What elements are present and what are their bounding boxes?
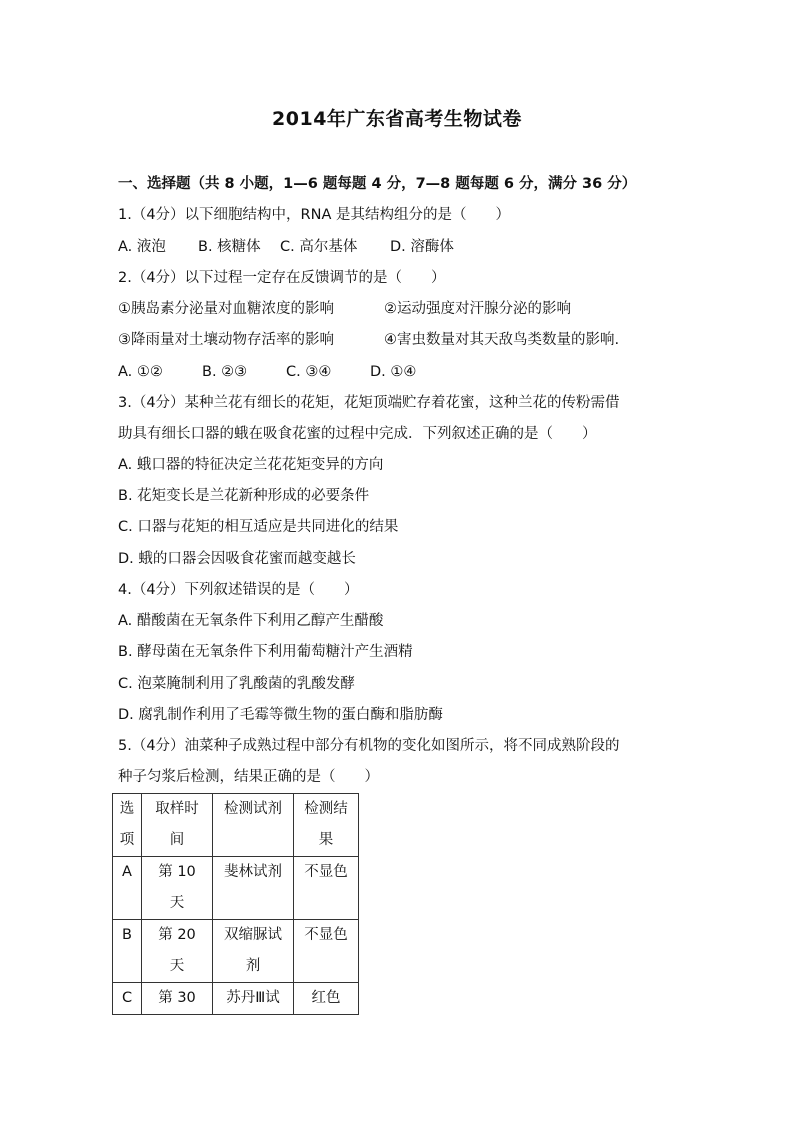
table-cell-option: A <box>113 857 142 920</box>
table-header-row <box>113 794 359 857</box>
table-row <box>113 920 359 983</box>
section-heading: 一、选择题（共 8 小题，1—6 题每题 4 分，7—8 题每题 6 分，满分 36 分） <box>118 176 637 192</box>
q2-item-4: ④害虫数量对其天敌鸟类数量的影响. <box>384 332 620 348</box>
table-cell-time: 第 20 天 <box>142 920 213 983</box>
q2-item-3: ③降雨量对土壤动物存活率的影响 <box>118 332 334 348</box>
table-header-cell: 取样时 间 <box>142 794 213 857</box>
q4-option-c[interactable]: C. 泡菜腌制利用了乳酸菌的乳酸发酵 <box>118 676 355 692</box>
q5-result-table <box>112 793 359 1015</box>
table-cell-reagent: 双缩脲试 剂 <box>213 920 294 983</box>
q1-option-c[interactable]: C. 高尔基体 <box>280 239 358 255</box>
table-header-cell: 检测试剂 <box>213 794 294 857</box>
q3-stem-line1: 3.（4分）某种兰花有细长的花矩，花矩顶端贮存着花蜜，这种兰花的传粉需借 <box>118 395 620 411</box>
q2-option-b[interactable]: B. ②③ <box>202 364 248 380</box>
q2-option-c[interactable]: C. ③④ <box>286 364 332 380</box>
table-cell-reagent: 斐林试剂 <box>213 857 294 920</box>
q3-option-d[interactable]: D. 蛾的口器会因吸食花蜜而越变越长 <box>118 551 356 567</box>
q2-option-d[interactable]: D. ①④ <box>370 364 417 380</box>
q3-option-a[interactable]: A. 蛾口器的特征决定兰花花矩变异的方向 <box>118 457 384 473</box>
q1-stem: 1.（4分）以下细胞结构中，RNA 是其结构组分的是（ ） <box>118 207 511 223</box>
table-cell-reagent: 苏丹Ⅲ试 <box>213 983 294 1015</box>
table-cell-result: 不显色 <box>294 857 359 920</box>
q2-items-row1 <box>118 299 571 319</box>
q2-stem: 2.（4分）以下过程一定存在反馈调节的是（ ） <box>118 270 446 286</box>
q1-option-b[interactable]: B. 核糖体 <box>198 239 261 255</box>
table-cell-option: B <box>113 920 142 983</box>
table-header-cell: 检测结 果 <box>294 794 359 857</box>
q2-item-2: ②运动强度对汗腺分泌的影响 <box>384 301 571 317</box>
table-cell-result: 不显色 <box>294 920 359 983</box>
q5-stem-line2: 种子匀浆后检测，结果正确的是（ ） <box>118 769 379 785</box>
q2-option-a[interactable]: A. ①② <box>118 364 163 380</box>
q3-option-c[interactable]: C. 口器与花矩的相互适应是共同进化的结果 <box>118 519 399 535</box>
q2-options <box>118 362 416 382</box>
q4-option-b[interactable]: B. 酵母菌在无氧条件下利用葡萄糖汁产生酒精 <box>118 644 413 660</box>
page-title: 2014年广东省高考生物试卷 <box>272 108 522 130</box>
q5-stem-line1: 5.（4分）油菜种子成熟过程中部分有机物的变化如图所示，将不同成熟阶段的 <box>118 738 620 754</box>
table-cell-time: 第 30 <box>142 983 213 1015</box>
q1-option-a[interactable]: A. 液泡 <box>118 239 166 255</box>
q4-option-a[interactable]: A. 醋酸菌在无氧条件下利用乙醇产生醋酸 <box>118 613 384 629</box>
table-cell-option: C <box>113 983 142 1015</box>
table-row <box>113 857 359 920</box>
table-row <box>113 983 359 1015</box>
q4-stem: 4.（4分）下列叙述错误的是（ ） <box>118 582 359 598</box>
q3-stem-line2: 助具有细长口器的蛾在吸食花蜜的过程中完成．下列叙述正确的是（ ） <box>118 426 597 442</box>
q3-option-b[interactable]: B. 花矩变长是兰花新种形成的必要条件 <box>118 488 370 504</box>
q1-option-d[interactable]: D. 溶酶体 <box>390 239 454 255</box>
q1-options <box>118 237 454 257</box>
q4-option-d[interactable]: D. 腐乳制作利用了毛霉等微生物的蛋白酶和脂肪酶 <box>118 707 443 723</box>
table-cell-time: 第 10 天 <box>142 857 213 920</box>
table-cell-result: 红色 <box>294 983 359 1015</box>
q2-item-1: ①胰岛素分泌量对血糖浓度的影响 <box>118 301 334 317</box>
table-header-cell: 选 项 <box>113 794 142 857</box>
q2-items-row2 <box>118 330 619 350</box>
